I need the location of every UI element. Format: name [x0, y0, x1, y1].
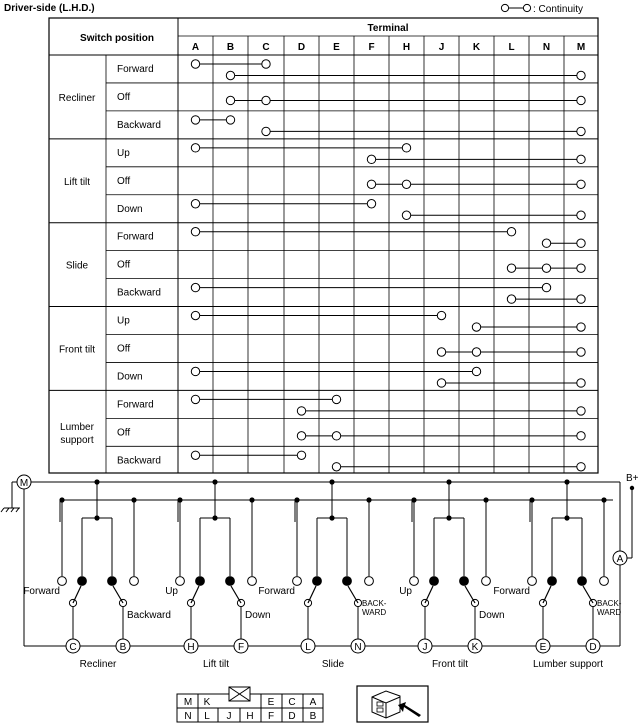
row-label: Up — [117, 315, 130, 327]
row-label: Off — [117, 427, 131, 439]
switch-position-header: Switch position — [80, 33, 154, 44]
row-label: Off — [117, 175, 131, 187]
position-label-right: Backward — [127, 610, 171, 621]
switch-blade — [348, 586, 358, 603]
terminal-header: Terminal — [367, 23, 409, 34]
switch-2 — [165, 479, 270, 670]
continuity-node-H — [402, 211, 410, 219]
continuity-node-L — [507, 295, 515, 303]
terminal-col-C: C — [262, 42, 270, 53]
switch-blade — [583, 586, 593, 603]
continuity-node-K — [472, 367, 480, 375]
continuity-node-K — [472, 348, 480, 356]
switch-name: Slide — [321, 659, 345, 670]
row-label: Up — [117, 147, 130, 159]
continuity-node-D — [297, 432, 305, 440]
switch-blade — [465, 586, 475, 603]
circuit-diagram — [1, 473, 639, 670]
contact-open — [58, 577, 67, 586]
contact-open — [248, 577, 257, 586]
position-label-right: WARD — [362, 608, 387, 617]
connector-pin-F: F — [267, 711, 275, 722]
switch-5 — [493, 479, 621, 670]
contact-closed — [548, 577, 557, 586]
connector-pin-M: M — [183, 697, 193, 708]
continuity-node-M — [577, 432, 585, 440]
contact-closed — [226, 577, 235, 586]
terminal-label: J — [422, 642, 428, 653]
terminal-col-F: F — [368, 42, 375, 53]
terminal-label: H — [187, 642, 195, 653]
connector-pin-E: E — [267, 697, 275, 708]
connector-pin-L: L — [204, 711, 210, 722]
position-label-right: BACK- — [362, 599, 387, 608]
continuity-node-H — [402, 180, 410, 188]
continuity-node-B — [226, 116, 234, 124]
continuity-node-M — [577, 407, 585, 415]
switch-4 — [399, 479, 504, 670]
terminal-label: C — [69, 642, 77, 653]
continuity-node-L — [507, 228, 515, 236]
continuity-node-B — [226, 96, 234, 104]
continuity-node-N — [542, 239, 550, 247]
continuity-node-A — [191, 367, 199, 375]
group-label-2: Slide — [65, 260, 89, 272]
continuity-node-A — [191, 200, 199, 208]
continuity-node-F — [367, 155, 375, 163]
continuity-node-A — [191, 144, 199, 152]
switch-blade — [425, 586, 433, 603]
terminal-col-N: N — [542, 42, 551, 53]
continuity-node-A — [191, 116, 199, 124]
contact-closed — [313, 577, 322, 586]
switch-blade — [113, 586, 123, 603]
group-label-0: Recliner — [58, 92, 96, 104]
continuity-node-M — [577, 180, 585, 188]
contact-open — [600, 577, 609, 586]
continuity-node-C — [262, 60, 270, 68]
position-label-right: WARD — [597, 608, 622, 617]
group-label-4: support — [60, 434, 94, 446]
battery-supply — [613, 473, 639, 565]
connector-pin-H: H — [246, 711, 254, 722]
continuity-node-E — [332, 432, 340, 440]
continuity-node-M — [577, 155, 585, 163]
terminal-col-B: B — [226, 42, 235, 53]
connector-pin-C: C — [288, 697, 296, 708]
terminal-label: D — [589, 642, 597, 653]
motor-label: M — [19, 478, 29, 489]
continuity-node-M — [577, 463, 585, 471]
connector-pin-J: J — [226, 711, 232, 722]
continuity-node-M — [577, 71, 585, 79]
switch-blade — [308, 586, 316, 603]
position-label-right: Down — [479, 610, 505, 621]
continuity-node-M — [577, 96, 585, 104]
connector-pin-D: D — [288, 711, 296, 722]
continuity-node-M — [577, 211, 585, 219]
continuity-node-A — [191, 60, 199, 68]
switch-name: Lift tilt — [202, 659, 230, 670]
contact-open — [410, 577, 419, 586]
position-label-right: Down — [245, 610, 271, 621]
switch-3 — [258, 479, 386, 670]
continuity-legend — [501, 4, 583, 15]
switch-name: Front tilt — [431, 659, 469, 670]
continuity-table — [49, 18, 598, 473]
continuity-node-J — [437, 379, 445, 387]
row-label: Off — [117, 91, 131, 103]
contact-closed — [196, 577, 205, 586]
contact-open — [365, 577, 374, 586]
continuity-node-H — [402, 144, 410, 152]
contact-open — [528, 577, 537, 586]
position-label-left: Forward — [493, 586, 530, 597]
row-label: Off — [117, 259, 131, 271]
continuity-node-J — [437, 311, 445, 319]
contact-closed — [108, 577, 117, 586]
contact-open — [482, 577, 491, 586]
group-label-1: Lift tilt — [63, 176, 91, 188]
switch-blade — [231, 586, 241, 603]
terminal-col-M: M — [576, 42, 586, 53]
continuity-node-A — [191, 395, 199, 403]
group-label-4: Lumber — [60, 421, 94, 433]
contact-closed — [430, 577, 439, 586]
row-label: Backward — [117, 119, 161, 131]
continuity-node-B — [226, 71, 234, 79]
continuity-node-M — [577, 295, 585, 303]
terminal-label: B — [119, 642, 127, 653]
continuity-node-D — [297, 407, 305, 415]
contact-closed — [578, 577, 587, 586]
continuity-node-M — [577, 348, 585, 356]
legend-label: : Continuity — [533, 4, 584, 15]
group-label-3: Front tilt — [58, 344, 96, 356]
terminal-label: F — [237, 642, 245, 653]
terminal-col-H: H — [402, 42, 411, 53]
page-title: Driver-side (L.H.D.) — [4, 3, 95, 14]
connector-pin-K: K — [203, 697, 211, 708]
continuity-node-N — [542, 264, 550, 272]
row-label: Forward — [117, 399, 154, 411]
position-label-left: Forward — [258, 586, 295, 597]
contact-open — [176, 577, 185, 586]
contact-closed — [343, 577, 352, 586]
continuity-node-M — [577, 323, 585, 331]
continuity-node-C — [262, 127, 270, 135]
battery-label: B+ — [626, 473, 639, 484]
terminal-col-A: A — [191, 42, 200, 53]
continuity-node-A — [191, 311, 199, 319]
contact-open — [130, 577, 139, 586]
position-label-left: Up — [165, 586, 178, 597]
connector-view-icon — [357, 686, 428, 722]
row-label: Backward — [117, 287, 161, 299]
harness-connector — [177, 687, 323, 722]
switch-name: Recliner — [79, 659, 117, 670]
row-label: Forward — [117, 231, 154, 243]
contact-open — [293, 577, 302, 586]
continuity-node-A — [191, 228, 199, 236]
continuity-node-M — [577, 264, 585, 272]
row-label: Off — [117, 343, 131, 355]
terminal-label: K — [471, 642, 479, 653]
continuity-node-A — [191, 451, 199, 459]
connector-pin-N: N — [184, 711, 192, 722]
connector-pin-B: B — [309, 711, 317, 722]
continuity-node-F — [367, 180, 375, 188]
position-label-right: BACK- — [597, 599, 622, 608]
continuity-node-N — [542, 283, 550, 291]
terminal-label: N — [354, 642, 362, 653]
continuity-node-L — [507, 264, 515, 272]
continuity-node-D — [297, 451, 305, 459]
row-label: Forward — [117, 64, 154, 75]
terminal-col-J: J — [438, 42, 445, 53]
continuity-node-M — [577, 239, 585, 247]
terminal-label: L — [305, 642, 311, 653]
terminal-label: E — [539, 642, 547, 653]
contact-closed — [460, 577, 469, 586]
continuity-node-C — [262, 96, 270, 104]
contact-closed — [78, 577, 87, 586]
row-label: Down — [117, 371, 143, 383]
motor-terminal — [1, 475, 31, 512]
terminal-col-D: D — [297, 42, 306, 53]
continuity-node-M — [577, 379, 585, 387]
position-label-left: Up — [399, 586, 412, 597]
continuity-node-A — [191, 283, 199, 291]
supply-terminal-label: A — [616, 554, 624, 565]
row-label: Backward — [117, 455, 161, 467]
switch-blade — [73, 586, 81, 603]
switch-1 — [23, 479, 171, 670]
terminal-col-L: L — [508, 42, 515, 53]
switch-blade — [191, 586, 199, 603]
continuity-node-E — [332, 395, 340, 403]
position-label-left: Forward — [23, 586, 60, 597]
continuity-node-M — [577, 127, 585, 135]
row-label: Down — [117, 203, 143, 215]
switch-name: Lumber support — [532, 659, 604, 670]
terminal-col-E: E — [333, 42, 340, 53]
terminal-col-K: K — [472, 42, 481, 53]
connector-pin-A: A — [309, 697, 317, 708]
continuity-node-K — [472, 323, 480, 331]
continuity-node-J — [437, 348, 445, 356]
continuity-node-E — [332, 463, 340, 471]
continuity-node-F — [367, 200, 375, 208]
switch-blade — [543, 586, 551, 603]
